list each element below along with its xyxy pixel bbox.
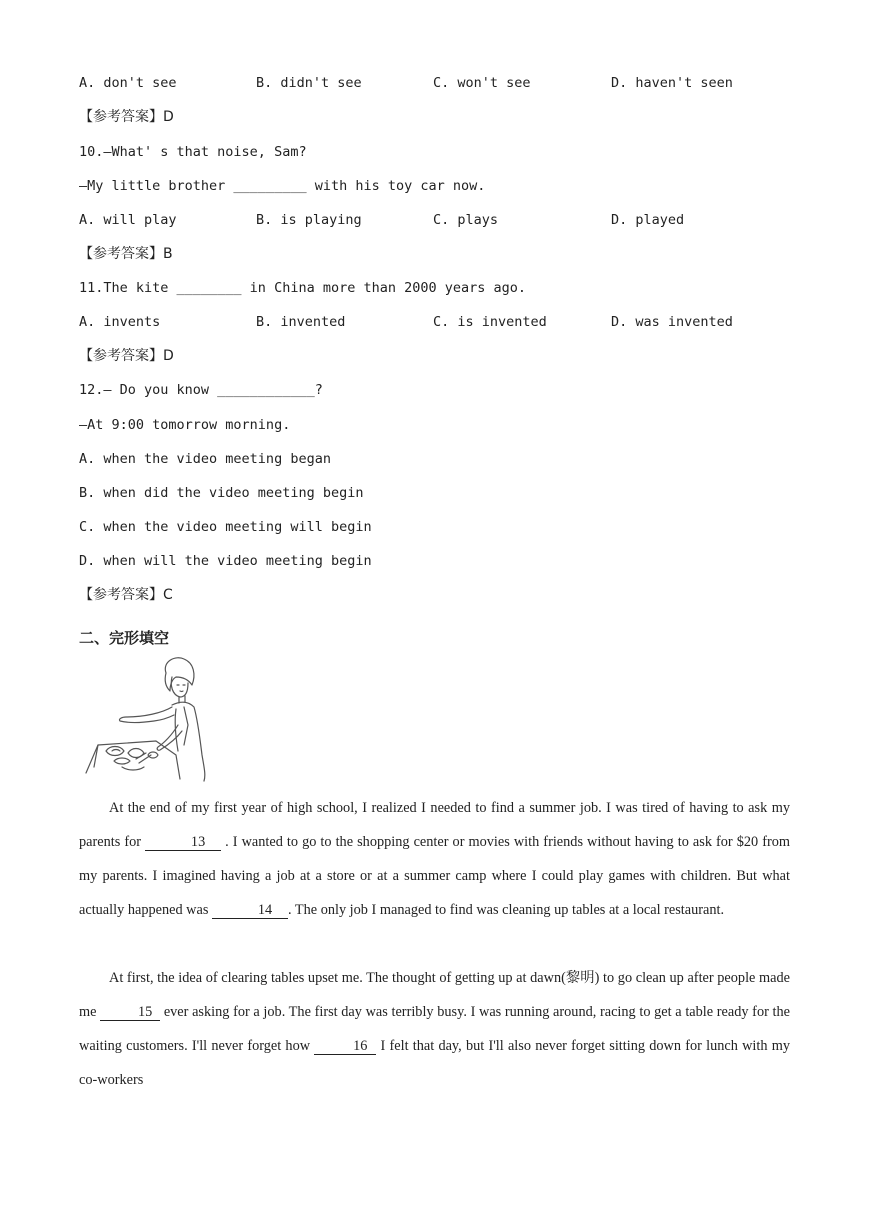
q11-option-b: B. invented [256,314,346,330]
blank-13: 13 [145,834,221,851]
q11-option-a: A. invents [79,314,161,330]
q10-option-a: A. will play [79,212,177,228]
section-heading: 二、完形填空 [79,629,170,647]
q12-option-b: B. when did the video meeting begin [79,485,364,501]
blank-15: 15 [100,1004,160,1021]
p1-text-1: At the end of my first year of high school, I realized I needed to find a summer job. I was tired of having to ask my parents for [79,800,790,850]
q10-reply: —My little brother _________ with his toy car now. [79,178,486,194]
q11-question: 11.The kite ________ in China more than 2000 years ago. [79,280,527,296]
q11-answer-key: 【参考答案】D [79,348,174,364]
passage-paragraph-2 [79,961,790,1097]
p2-text-2: ever asking for a job. The first day was terribly busy. I was running around, racing to get a table ready for the waiting customers. I'll never forget how [79,1004,790,1054]
q10-option-d: D. played [611,212,685,228]
q9-option-c: C. won't see [433,75,531,91]
q11-option-c: C. is invented [433,314,547,330]
q10-answer-key: 【参考答案】B [79,246,173,262]
q12-question: 12.— Do you know ____________? [79,382,323,398]
q9-option-b: B. didn't see [256,75,362,91]
p2-text-3: I felt that day, but I'll also never forget sitting down for lunch with my co-workers [79,1038,790,1088]
q10-option-b: B. is playing [256,212,362,228]
blank-14: 14 [212,902,288,919]
q12-option-c: C. when the video meeting will begin [79,519,372,535]
q9-option-a: A. don't see [79,75,177,91]
passage-paragraph-1 [79,791,790,927]
p1-text-3: . The only job I managed to find was cleaning up tables at a local restaurant. [288,902,725,918]
p2-text-1: At first, the idea of clearing tables upset me. The thought of getting up at dawn(黎明) to go clean up after people made me [79,970,790,1020]
q11-option-d: D. was invented [611,314,733,330]
q12-option-d: D. when will the video meeting begin [79,553,372,569]
q9-answer-key: 【参考答案】D [79,109,174,125]
q9-option-d: D. haven't seen [611,75,733,91]
q12-reply: —At 9:00 tomorrow morning. [79,417,291,433]
q10-question: 10.—What' s that noise, Sam? [79,144,307,160]
blank-16: 16 [314,1038,376,1055]
woman-clearing-table-illustration [84,655,214,783]
q12-option-a: A. when the video meeting began [79,451,331,467]
p1-text-2: . I wanted to go to the shopping center or movies with friends without having to ask for $20 from my parents. I imagined having a job at a store or at a summer camp where I could play games with children. But what actually happened was [79,834,791,918]
q12-answer-key: 【参考答案】C [79,587,173,603]
q10-option-c: C. plays [433,212,499,228]
